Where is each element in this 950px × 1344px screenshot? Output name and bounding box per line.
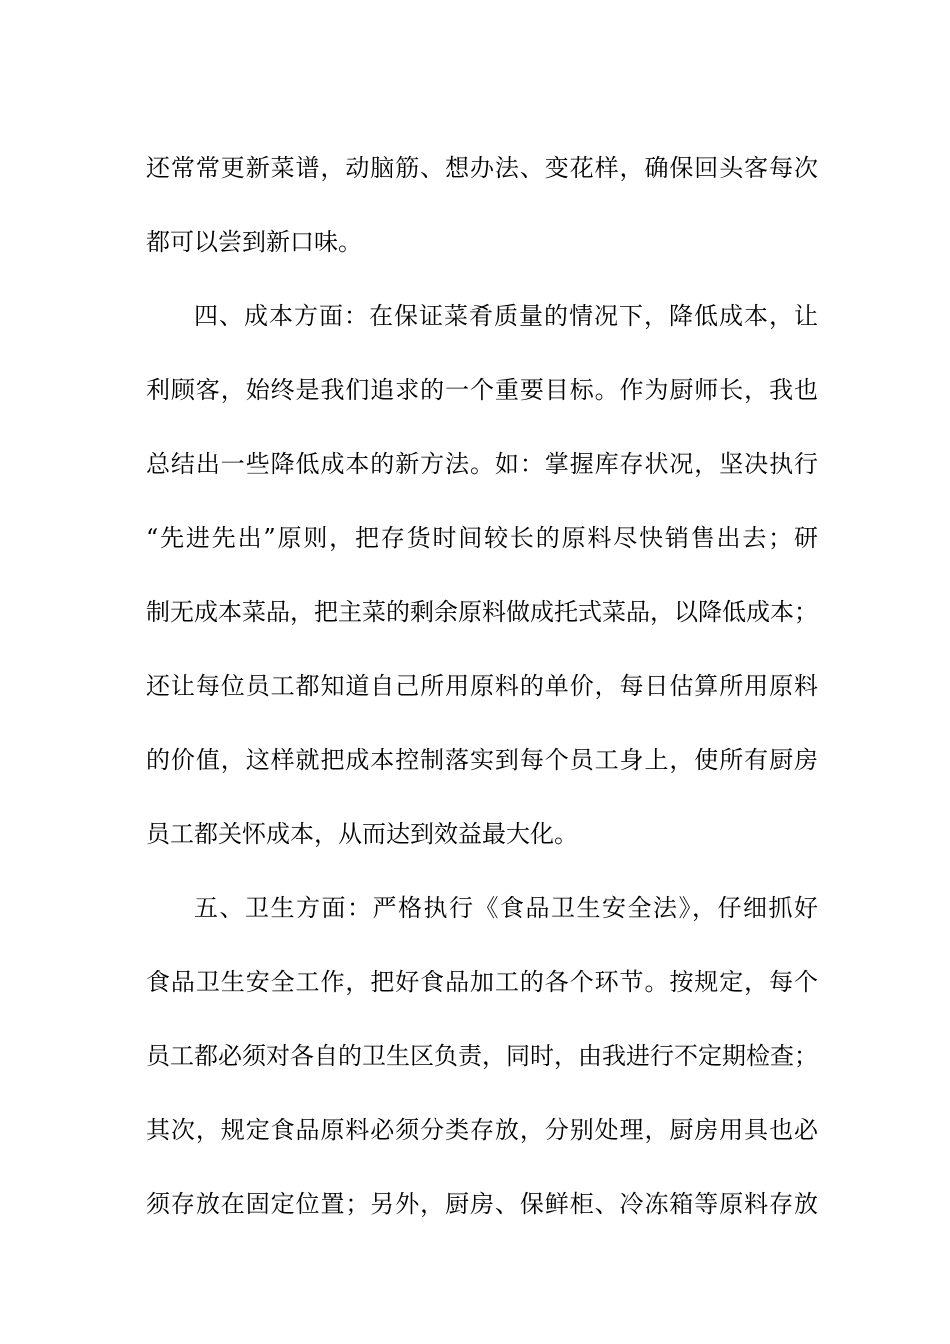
text-line: 利顾客，始终是我们追求的一个重要目标。作为厨师长，我也 xyxy=(146,376,818,404)
text-line: 须存放在固定位置；另外，厨房、保鲜柜、冷冻箱等原料存放 xyxy=(146,1190,818,1218)
text-line: 还常常更新菜谱，动脑筋、想办法、变花样，确保回头客每次 xyxy=(146,154,818,182)
text-line: 其次，规定食品原料必须分类存放，分别处理，厨房用具也必 xyxy=(146,1116,818,1144)
document-body xyxy=(146,131,818,1241)
paragraph-first-line: 五、卫生方面：严格执行《食品卫生安全法》，仔细抓好 xyxy=(194,894,818,922)
text-line: “先进先出”原则，把存货时间较长的原料尽快销售出去；研 xyxy=(146,524,818,552)
text-line: 总结出一些降低成本的新方法。如：掌握库存状况，坚决执行 xyxy=(146,450,818,478)
text-line: 食品卫生安全工作，把好食品加工的各个环节。按规定，每个 xyxy=(146,968,818,996)
text-line: 的价值，这样就把成本控制落实到每个员工身上，使所有厨房 xyxy=(146,746,818,774)
text-line: 员工都关怀成本，从而达到效益最大化。 xyxy=(146,820,578,848)
text-line: 制无成本菜品，把主菜的剩余原料做成托式菜品，以降低成本； xyxy=(146,598,818,626)
text-line: 还让每位员工都知道自己所用原料的单价，每日估算所用原料 xyxy=(146,672,818,700)
text-line: 员工都必须对各自的卫生区负责，同时，由我进行不定期检查； xyxy=(146,1042,818,1070)
paragraph-first-line: 四、成本方面：在保证菜肴质量的情况下，降低成本，让 xyxy=(194,302,818,330)
text-line: 都可以尝到新口味。 xyxy=(146,228,362,256)
